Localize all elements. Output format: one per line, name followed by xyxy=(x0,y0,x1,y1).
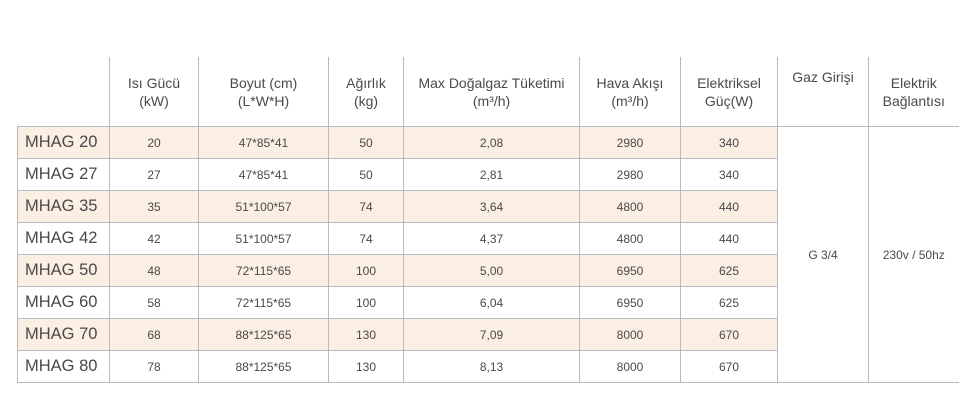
cell-gas-consumption: 2,81 xyxy=(404,159,580,191)
cell-size: 72*115*65 xyxy=(199,287,329,319)
table-body xyxy=(18,127,959,383)
model-name: MHAG 42 xyxy=(18,223,110,255)
cell-size: 72*115*65 xyxy=(199,255,329,287)
cell-gas-consumption: 6,04 xyxy=(404,287,580,319)
cell-weight: 130 xyxy=(329,319,404,351)
model-name: MHAG 60 xyxy=(18,287,110,319)
cell-weight: 100 xyxy=(329,255,404,287)
cell-electric-power: 340 xyxy=(681,127,778,159)
cell-heat: 68 xyxy=(110,319,199,351)
header-heat-capacity: Isı Gücü (kW) xyxy=(110,57,199,127)
cell-air-flow: 2980 xyxy=(580,159,681,191)
cell-air-flow: 6950 xyxy=(580,255,681,287)
cell-gas-consumption: 5,00 xyxy=(404,255,580,287)
cell-weight: 50 xyxy=(329,127,404,159)
cell-weight: 74 xyxy=(329,223,404,255)
header-air-flow: Hava Akışı (m³/h) xyxy=(580,57,681,127)
cell-air-flow: 4800 xyxy=(580,223,681,255)
cell-gas-consumption: 8,13 xyxy=(404,351,580,383)
cell-weight: 130 xyxy=(329,351,404,383)
model-name: MHAG 50 xyxy=(18,255,110,287)
header-gas-inlet: Gaz Girişi xyxy=(778,57,869,127)
cell-weight: 74 xyxy=(329,191,404,223)
cell-size: 47*85*41 xyxy=(199,159,329,191)
cell-air-flow: 4800 xyxy=(580,191,681,223)
model-name: MHAG 20 xyxy=(18,127,110,159)
model-name: MHAG 80 xyxy=(18,351,110,383)
cell-gas-consumption: 2,08 xyxy=(404,127,580,159)
cell-electric-power: 440 xyxy=(681,223,778,255)
cell-gas-consumption: 7,09 xyxy=(404,319,580,351)
cell-weight: 100 xyxy=(329,287,404,319)
cell-gas-consumption: 3,64 xyxy=(404,191,580,223)
cell-size: 51*100*57 xyxy=(199,191,329,223)
cell-electric-power: 340 xyxy=(681,159,778,191)
header-electrical-connection: Elektrik Bağlantısı xyxy=(869,57,959,127)
cell-air-flow: 6950 xyxy=(580,287,681,319)
cell-size: 47*85*41 xyxy=(199,127,329,159)
cell-electric-power: 670 xyxy=(681,351,778,383)
cell-air-flow: 8000 xyxy=(580,351,681,383)
table-row xyxy=(18,127,959,159)
cell-heat: 58 xyxy=(110,287,199,319)
cell-size: 51*100*57 xyxy=(199,223,329,255)
cell-electric-power: 625 xyxy=(681,287,778,319)
header-row xyxy=(18,57,959,127)
model-name: MHAG 27 xyxy=(18,159,110,191)
cell-heat: 35 xyxy=(110,191,199,223)
model-name: MHAG 35 xyxy=(18,191,110,223)
spec-table xyxy=(17,57,959,383)
header-weight: Ağırlık (kg) xyxy=(329,57,404,127)
cell-weight: 50 xyxy=(329,159,404,191)
cell-air-flow: 2980 xyxy=(580,127,681,159)
cell-electric-power: 440 xyxy=(681,191,778,223)
cell-heat: 20 xyxy=(110,127,199,159)
cell-heat: 42 xyxy=(110,223,199,255)
cell-heat: 27 xyxy=(110,159,199,191)
electrical-connection-value: 230v / 50hz xyxy=(869,127,959,383)
cell-heat: 78 xyxy=(110,351,199,383)
cell-size: 88*125*65 xyxy=(199,351,329,383)
cell-electric-power: 670 xyxy=(681,319,778,351)
cell-gas-consumption: 4,37 xyxy=(404,223,580,255)
header-gas-consumption: Max Doğalgaz Tüketimi (m³/h) xyxy=(404,57,580,127)
cell-heat: 48 xyxy=(110,255,199,287)
gas-inlet-value: G 3/4 xyxy=(778,127,869,383)
header-electric-power: Elektriksel Güç(W) xyxy=(681,57,778,127)
model-name: MHAG 70 xyxy=(18,319,110,351)
header-size: Boyut (cm) (L*W*H) xyxy=(199,57,329,127)
header-corner xyxy=(18,57,110,127)
cell-size: 88*125*65 xyxy=(199,319,329,351)
cell-air-flow: 8000 xyxy=(580,319,681,351)
cell-electric-power: 625 xyxy=(681,255,778,287)
